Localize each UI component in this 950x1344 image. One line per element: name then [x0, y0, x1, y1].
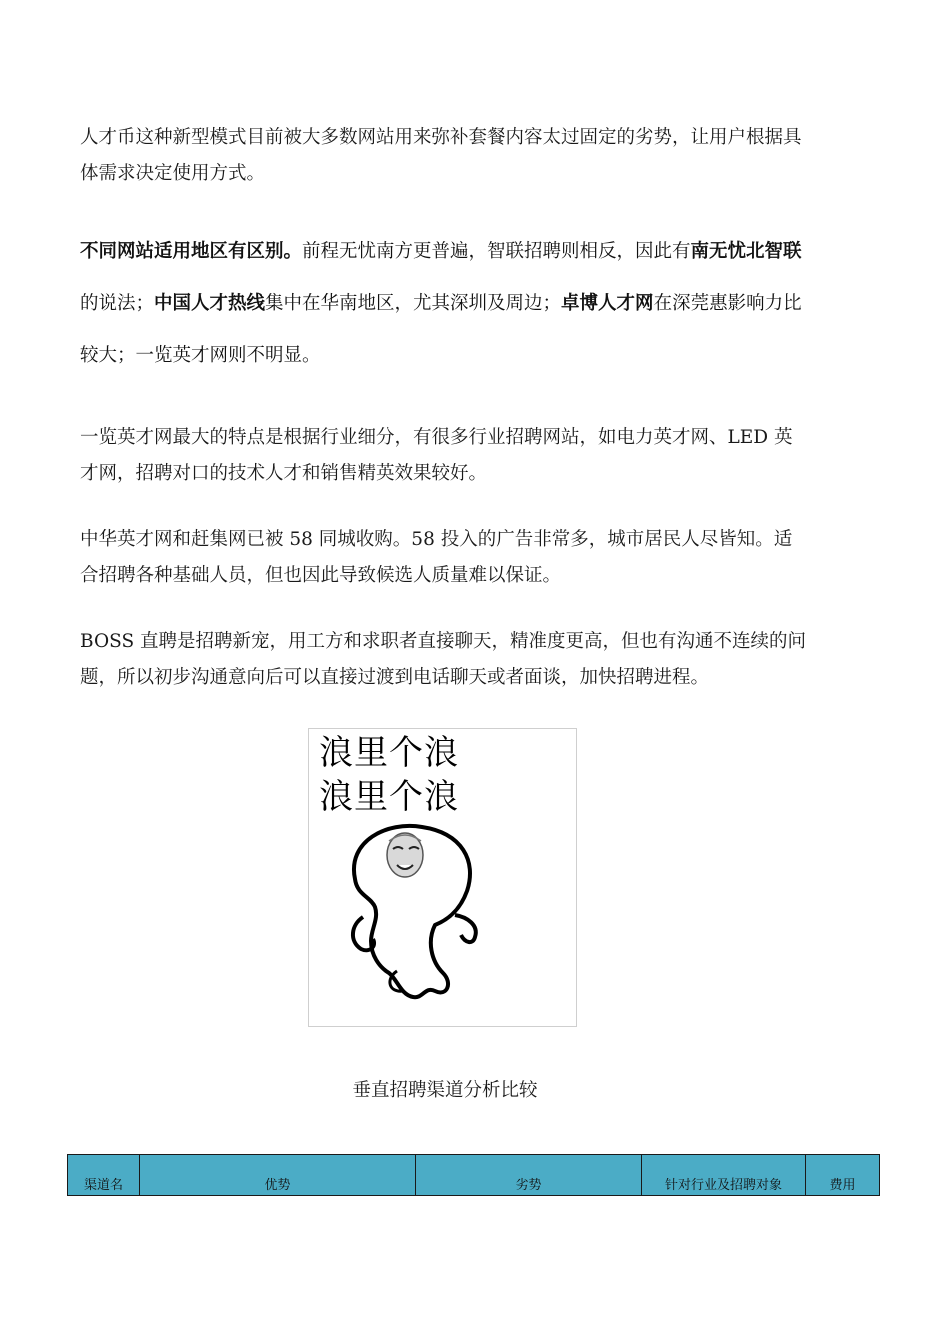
header-cost: 费用: [806, 1155, 880, 1196]
paragraph-yilan: 一览英才网最大的特点是根据行业细分，有很多行业招聘网站，如电力英才网、LED 英才网，招聘对口的技术人才和销售精英效果较好。: [80, 427, 793, 484]
meme-text-line: 浪里个浪: [319, 777, 459, 817]
header-advantages: 优势: [140, 1155, 416, 1196]
header-disadvantages: 劣势: [416, 1155, 642, 1196]
paragraph-regional-difference: [80, 226, 810, 382]
header-channel-name: 渠道名: [68, 1155, 140, 1196]
table-header-row: [68, 1155, 880, 1196]
figure-caption: 垂直招聘渠道分析比较: [352, 1080, 538, 1101]
text-span: 的说法；: [80, 293, 155, 314]
channel-comparison-table: [67, 1154, 880, 1196]
meme-image: [308, 728, 577, 1027]
header-target-industry: 针对行业及招聘对象: [642, 1155, 806, 1196]
text-span: 在深莞惠影响力比较大；一览英才网则不明显。: [80, 293, 802, 366]
text-span: 集中在华南地区，尤其深圳及周边；: [265, 293, 562, 314]
bold-saying: 南无忧北智联: [690, 241, 802, 262]
meme-text-line: 浪里个浪: [319, 733, 459, 773]
bold-site-name: 中国人才热线: [154, 293, 266, 314]
meme-ghost-figure-icon: [327, 821, 567, 1021]
text-span: 前程无忧南方更普遍，智联招聘则相反，因此有: [302, 241, 691, 262]
paragraph-boss: BOSS 直聘是招聘新宠，用工方和求职者直接聊天，精准度更高，但也有沟通不连续的问题，所以初步沟通意向后可以直接过渡到电话聊天或者面谈，加快招聘进程。: [80, 631, 807, 688]
paragraph-talent-coin: 人才币这种新型模式目前被大多数网站用来弥补套餐内容太过固定的劣势，让用户根据具体需求决定使用方式。: [80, 127, 802, 184]
paragraph-chinahr-58: 中华英才网和赶集网已被 58 同城收购。58 投入的广告非常多，城市居民人尽皆知。适合招聘各种基础人员，但也因此导致候选人质量难以保证。: [80, 529, 793, 586]
bold-site-name: 卓博人才网: [561, 293, 654, 314]
bold-region-heading: 不同网站适用地区有区别。: [80, 241, 303, 262]
